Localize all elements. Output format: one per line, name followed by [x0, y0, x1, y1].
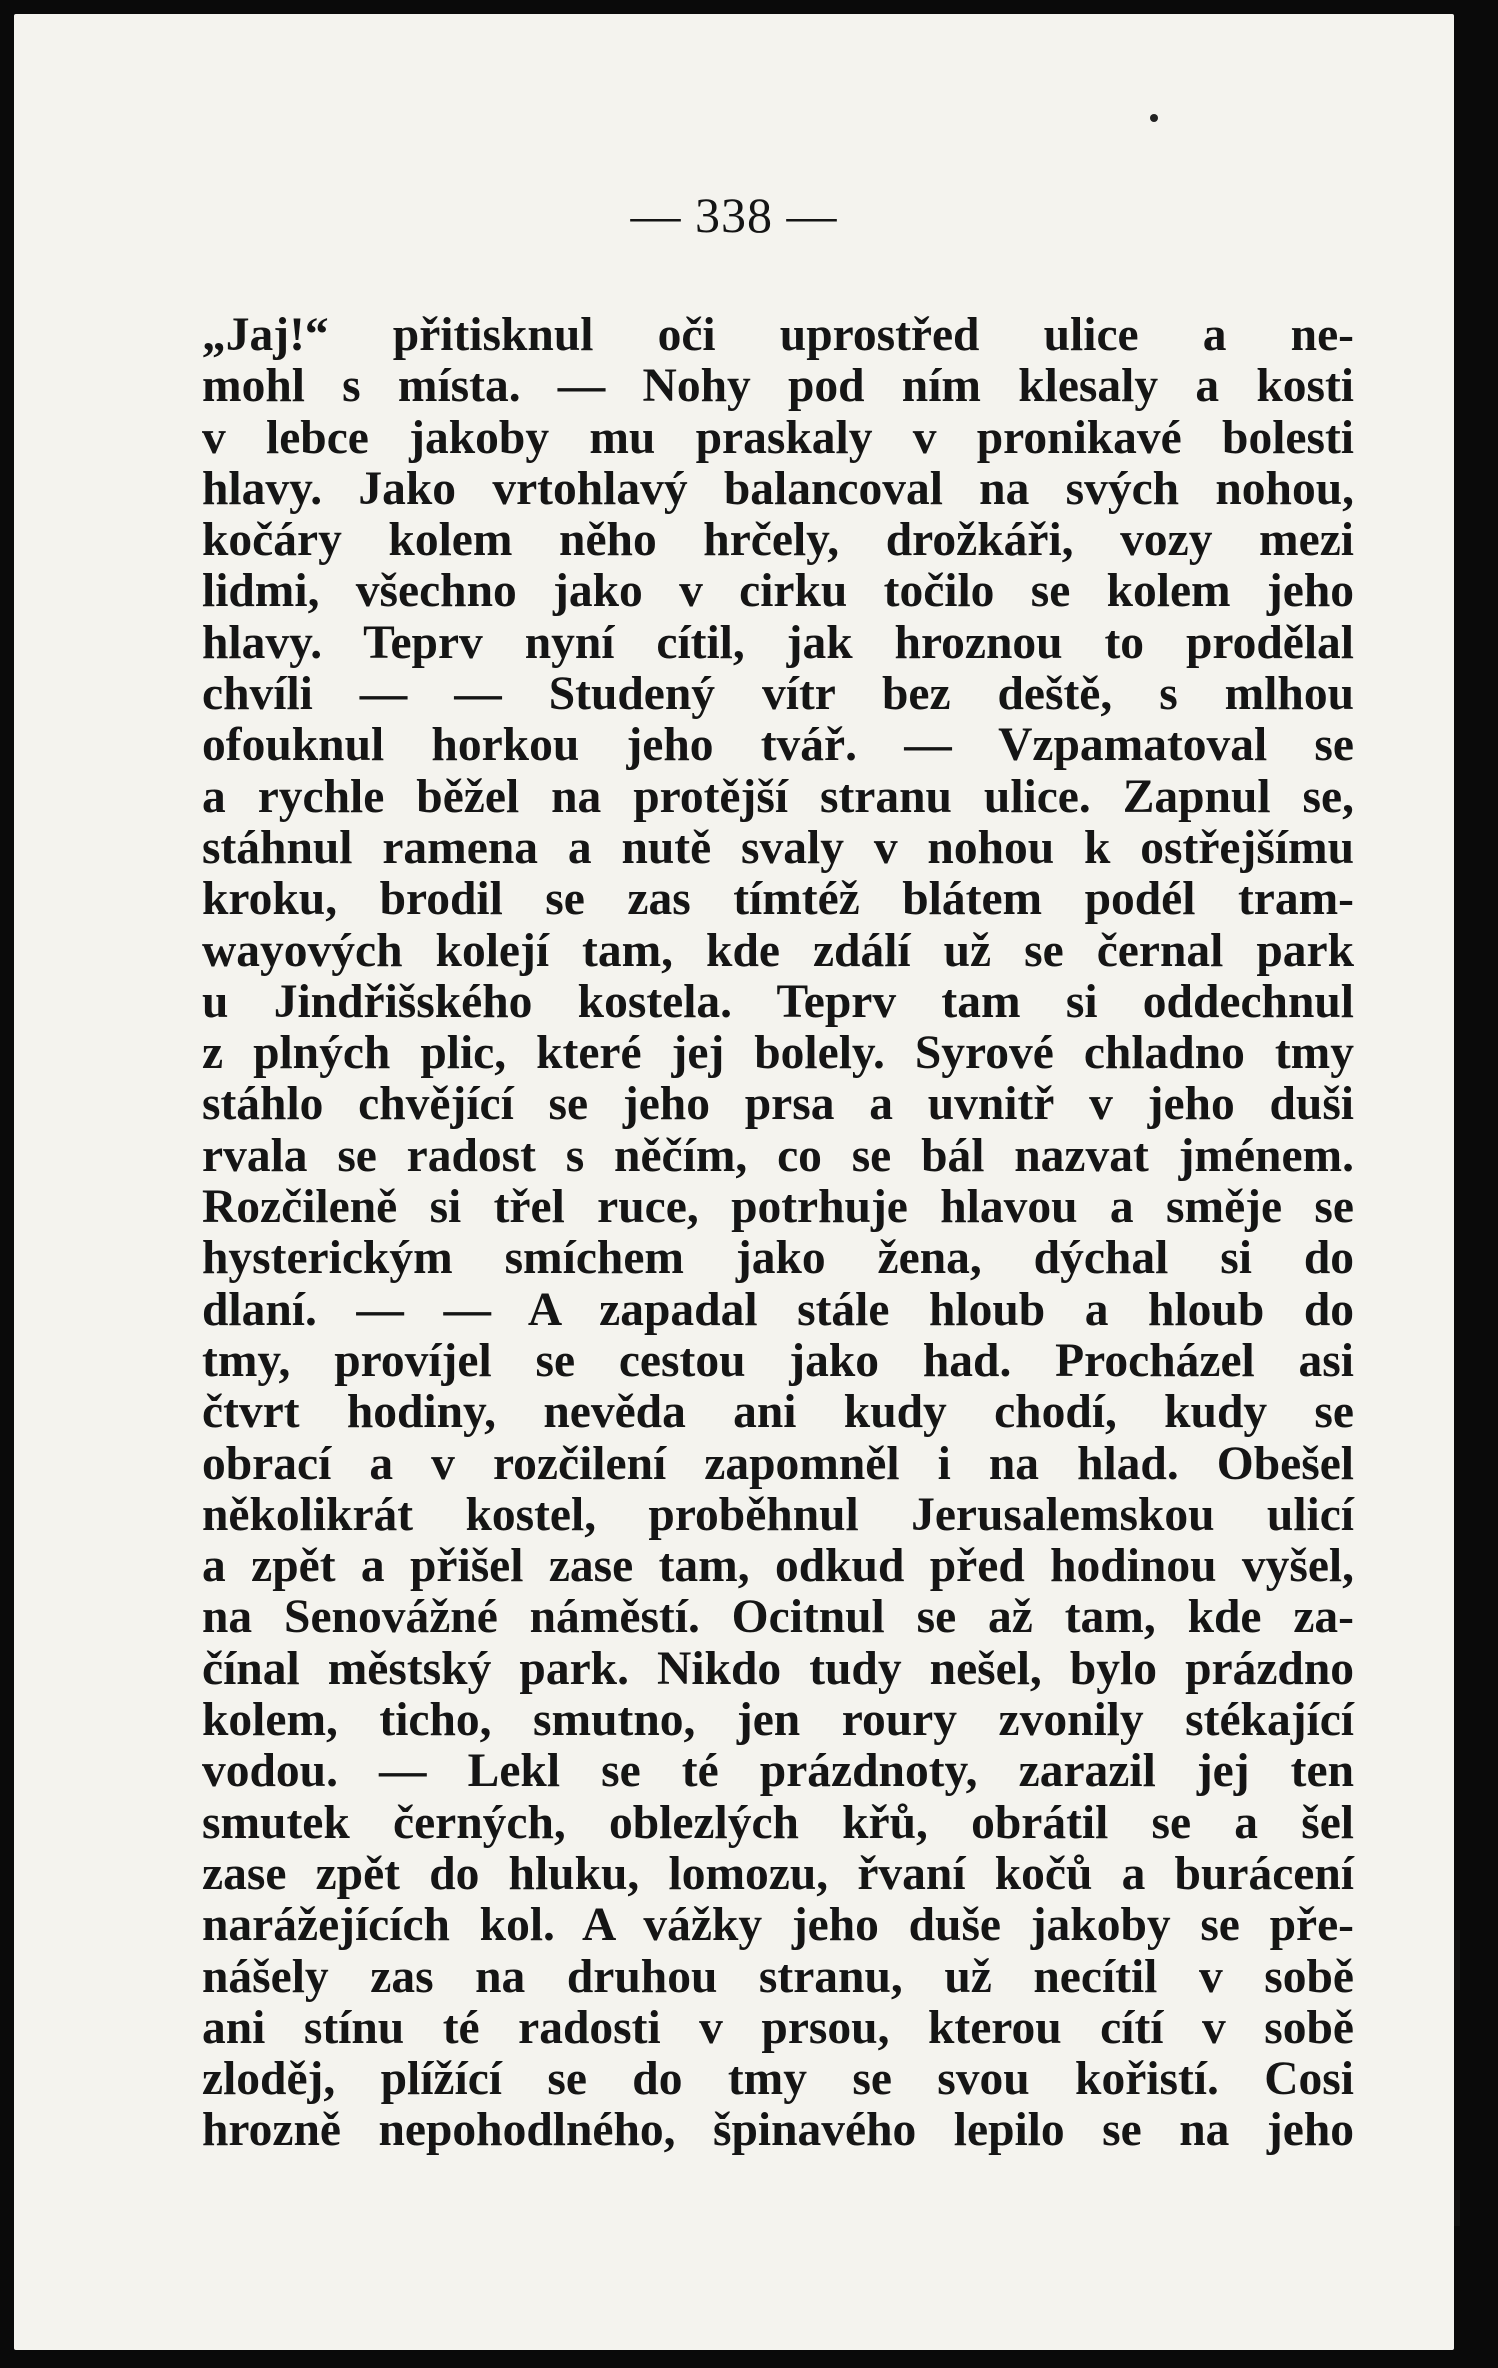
- text-line: čtvrt hodiny, nevěda ani kudy chodí, kudy se: [202, 1386, 1354, 1439]
- text-line: stáhlo chvějící se jeho prsa a uvnitř v jeho duši: [202, 1078, 1354, 1131]
- ink-speck: [1150, 114, 1158, 122]
- text-line: vodou. — Lekl se té prázdnoty, zarazil jej ten: [202, 1745, 1354, 1798]
- text-line: ani stínu té radosti v prsou, kterou cítí v sobě: [202, 2001, 1354, 2054]
- text-line: zloděj, plížící se do tmy se svou kořistí. Cosi: [202, 2053, 1354, 2106]
- text-line: hlavy. Jako vrtohlavý balancoval na svých nohou,: [202, 462, 1354, 515]
- binding-mark: [1454, 2190, 1460, 2226]
- text-line: lidmi, všechno jako v cirku točilo se kolem jeho: [202, 565, 1354, 618]
- text-line: „Jaj!“ přitisknul oči uprostřed ulice a ne-: [202, 309, 1354, 361]
- book-page: [14, 14, 1454, 2350]
- text-line: rvala se radost s něčím, co se bál nazvat jménem.: [202, 1129, 1354, 1182]
- text-line: z plných plic, které jej bolely. Syrové chladno tmy: [202, 1027, 1354, 1080]
- text-line: stáhnul ramena a nutě svaly v nohou k ostřejšímu: [202, 821, 1354, 874]
- text-line: v lebce jakoby mu praskaly v pronikavé bolesti: [202, 411, 1354, 464]
- text-line: nášely zas na druhou stranu, už necítil v sobě: [202, 1950, 1354, 2003]
- text-line: hrozně nepohodlného, špinavého lepilo se na jeho: [202, 2104, 1354, 2157]
- body-text: [202, 310, 1354, 2157]
- text-line: narážejících kol. A vážky jeho duše jakoby se pře-: [202, 1899, 1354, 1952]
- text-line: mohl s místa. — Nohy pod ním klesaly a kosti: [202, 360, 1354, 413]
- text-line: smutek černých, oblezlých křů, obrátil se a šel: [202, 1796, 1354, 1849]
- text-line: hlavy. Teprv nyní cítil, jak hroznou to prodělal: [202, 616, 1354, 669]
- text-line: a rychle běžel na protější stranu ulice. Zapnul se,: [202, 770, 1354, 823]
- text-line: wayových kolejí tam, kde zdálí už se černal park: [202, 924, 1354, 977]
- text-line: ofouknul horkou jeho tvář. — Vzpamatoval se: [202, 719, 1354, 772]
- text-line: obrací a v rozčilení zapomněl i na hlad. Obešel: [202, 1437, 1354, 1490]
- text-line: u Jindřišského kostela. Teprv tam si oddechnul: [202, 975, 1354, 1028]
- binding-mark: [1454, 1930, 1460, 1990]
- text-line: kroku, brodil se zas tímtéž blátem podél tram-: [202, 873, 1354, 926]
- text-line: a zpět a přišel zase tam, odkud před hodinou vyšel,: [202, 1540, 1354, 1593]
- text-line: na Senovážné náměstí. Ocitnul se až tam, kde za-: [202, 1591, 1354, 1644]
- text-line: čínal městský park. Nikdo tudy nešel, bylo prázdno: [202, 1642, 1354, 1695]
- text-line: tmy, províjel se cestou jako had. Procházel asi: [202, 1334, 1354, 1387]
- text-line: chvíli — — Studený vítr bez deště, s mlhou: [202, 668, 1354, 721]
- text-line: zase zpět do hluku, lomozu, řvaní kočů a burácení: [202, 1847, 1354, 1900]
- text-line: hysterickým smíchem jako žena, dýchal si do: [202, 1232, 1354, 1285]
- text-line: několikrát kostel, proběhnul Jerusalemskou ulicí: [202, 1488, 1354, 1541]
- text-line: kočáry kolem něho hrčely, drožkáři, vozy mezi: [202, 514, 1354, 567]
- text-line: kolem, ticho, smutno, jen roury zvonily stékající: [202, 1694, 1354, 1747]
- text-line: dlaní. — — A zapadal stále hloub a hloub do: [202, 1283, 1354, 1336]
- page-number: — 338 —: [630, 187, 838, 243]
- text-line: Rozčileně si třel ruce, potrhuje hlavou a směje se: [202, 1181, 1354, 1234]
